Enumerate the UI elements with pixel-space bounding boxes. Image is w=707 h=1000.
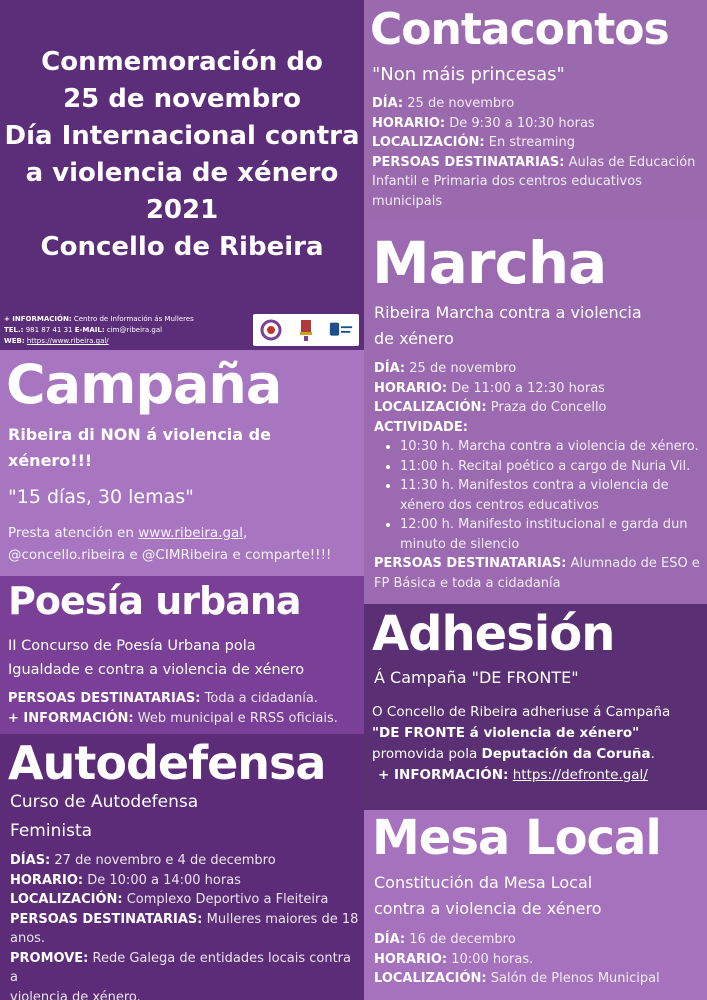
- list-item: [400, 515, 704, 554]
- text-part: @concello.ribeira e @CIMRibeira e comparte!!!!: [8, 547, 332, 563]
- text-part: .: [650, 746, 655, 762]
- poesia-title: Poesía urbana: [8, 579, 301, 623]
- mesa-title: Mesa Local: [372, 810, 661, 866]
- tel-label: TEL.:: [4, 326, 24, 334]
- text-part: promovida pola: [372, 746, 478, 762]
- persoas-label: PERSOAS DESTINATARIAS:: [10, 911, 203, 927]
- marcha-title: Marcha: [372, 229, 607, 297]
- horario-value: De 9:30 a 10:30 horas: [449, 115, 595, 131]
- adhesion-panel: [364, 604, 707, 810]
- sponsor-logos: [253, 314, 359, 346]
- info-label: + INFORMACIÓN:: [8, 710, 134, 726]
- contacontos-details: [372, 94, 704, 211]
- subtitle-line: Constitución da Mesa Local: [374, 873, 593, 892]
- subtitle-line: Ribeira di NON á violencia de: [8, 425, 271, 444]
- text-line: "DE FRONTE á violencia de xénero": [372, 725, 640, 741]
- autodefensa-title: Autodefensa: [8, 736, 326, 790]
- adhesion-subtitle: Á Campaña "DE FRONTE": [374, 668, 579, 687]
- subtitle-line: contra a violencia de xénero: [374, 899, 602, 918]
- item-text: minuto de silencio: [400, 536, 520, 552]
- text-line: O Concello de Ribeira adheriuse á Campaña: [372, 704, 671, 720]
- adhesion-title: Adhesión: [372, 606, 615, 662]
- deputacion-name: Deputación da Coruña: [481, 746, 651, 762]
- promove-value: Rede Galega de entidades locais contra a: [10, 950, 351, 985]
- email-value: cim@ribeira.gal: [106, 326, 163, 334]
- horario-label: HORARIO:: [10, 872, 84, 888]
- subtitle-line: de xénero: [374, 329, 454, 348]
- persoas-value-line: municipais: [372, 193, 443, 209]
- promove-value-line: violencia de xénero.: [10, 989, 141, 1000]
- ribeira-logo-icon: [328, 317, 354, 343]
- campana-title: Campaña: [6, 353, 282, 416]
- poesia-subtitle: [8, 634, 304, 682]
- horario-label: HORARIO:: [372, 115, 446, 131]
- subtitle-line: Igualdade e contra a violencia de xénero: [8, 662, 305, 678]
- campana-subtitle: [8, 422, 271, 474]
- list-item: [400, 476, 704, 515]
- item-text: 10:30 h. Marcha contra a violencia de xénero.: [400, 439, 699, 454]
- title-line: 2021: [145, 195, 219, 225]
- info-label: + INFORMACIÓN:: [4, 315, 72, 323]
- persoas-value: Aulas de Educación: [568, 154, 696, 170]
- localizacion-value: Complexo Deportivo a Fleiteira: [126, 892, 329, 907]
- localizacion-label: LOCALIZACIÓN:: [374, 971, 487, 986]
- subtitle-line: xénero!!!: [8, 451, 93, 470]
- horario-value: De 10:00 a 14:00 horas: [87, 872, 241, 888]
- title-line: Día Internacional contra: [4, 121, 360, 151]
- title-line: Concello de Ribeira: [40, 232, 324, 262]
- list-item: [400, 457, 704, 477]
- localizacion-value: En streaming: [488, 135, 575, 150]
- campana-panel: [0, 350, 364, 576]
- info-value: Web municipal e RRSS oficiais.: [137, 710, 338, 726]
- mesa-details: [374, 930, 704, 989]
- dia-value: 16 de decembro: [409, 932, 516, 947]
- localizacion-value: Praza do Concello: [490, 400, 607, 415]
- ribeira-link[interactable]: www.ribeira.gal: [138, 525, 244, 541]
- persoas-label: PERSOAS DESTINATARIAS:: [372, 154, 565, 170]
- tel-value: 981 87 41 31: [25, 326, 73, 334]
- persoas-value-line: Infantil e Primaria dos centros educativos: [372, 174, 642, 189]
- adhesion-text: [372, 702, 704, 786]
- dia-label: DÍA:: [374, 932, 406, 947]
- dia-value: 25 de novembro: [407, 96, 515, 111]
- localizacion-value: Salón de Plenos Municipal: [490, 971, 660, 986]
- email-label: E-MAIL:: [74, 326, 105, 334]
- contacontos-title: Contacontos: [370, 4, 669, 55]
- marcha-subtitle: [374, 300, 642, 352]
- horario-label: HORARIO:: [374, 380, 448, 396]
- subtitle-line: II Concurso de Poesía Urbana pola: [8, 638, 256, 654]
- page-title: [0, 44, 364, 266]
- subtitle-line: Feminista: [10, 821, 93, 841]
- subtitle-line: Curso de Autodefensa: [10, 792, 199, 812]
- title-line: 25 de novembro: [63, 84, 301, 114]
- contacontos-subtitle: "Non máis princesas": [372, 64, 565, 85]
- mesa-subtitle: [374, 870, 602, 922]
- mesa-panel: [364, 810, 707, 1000]
- text-part: Presta atención en: [8, 525, 134, 541]
- actividades-list: [374, 437, 704, 554]
- marcha-details: [374, 359, 704, 593]
- persoas-label: PERSOAS DESTINATARIAS:: [8, 691, 201, 706]
- persoas-label: PERSOAS DESTINATARIAS:: [374, 556, 567, 571]
- contact-info: [4, 314, 194, 347]
- persoas-value-line: FP Básica e toda a cidadanía: [374, 575, 561, 591]
- header-panel: [0, 0, 364, 350]
- web-link[interactable]: https://www.ribeira.gal/: [26, 337, 109, 345]
- item-text: 12:00 h. Manifesto institucional e garda dun: [400, 517, 688, 532]
- autodefensa-panel: [0, 734, 364, 1000]
- actividade-label: ACTIVIDADE:: [374, 419, 468, 435]
- contacontos-panel: [364, 0, 707, 218]
- fronte-logo-icon: [258, 317, 284, 343]
- localizacion-label: LOCALIZACIÓN:: [372, 135, 485, 150]
- dia-label: DÍA:: [374, 361, 406, 376]
- marcha-panel: [364, 218, 707, 604]
- horario-value: De 11:00 a 12:30 horas: [451, 380, 605, 396]
- horario-value: 10:00 horas.: [451, 951, 534, 967]
- item-text: 11:30 h. Manifestos contra a violencia de: [400, 478, 669, 493]
- persoas-value: Alumnado de ESO e: [570, 556, 700, 571]
- campana-text: [8, 522, 360, 566]
- list-item: [400, 437, 704, 457]
- subtitle-line: Ribeira Marcha contra a violencia: [374, 303, 642, 322]
- title-line: Conmemoración do: [41, 47, 323, 77]
- dias-value: 27 de novembro e 4 de decembro: [54, 853, 276, 868]
- text-part: ,: [243, 525, 248, 541]
- ministerio-logo-icon: [293, 317, 319, 343]
- localizacion-label: LOCALIZACIÓN:: [374, 400, 487, 415]
- promove-label: PROMOVE:: [10, 950, 89, 966]
- horario-label: HORARIO:: [374, 951, 448, 967]
- campana-lemas: "15 días, 30 lemas": [8, 486, 194, 508]
- poesia-details: [8, 689, 360, 728]
- persoas-value: Mulleres maiores de 18: [206, 911, 359, 927]
- web-label: WEB:: [4, 337, 25, 345]
- info-label: + INFORMACIÓN:: [378, 767, 509, 783]
- title-line: a violencia de xénero: [25, 158, 339, 188]
- persoas-value-line: anos.: [10, 931, 46, 946]
- item-text: xénero dos centros educativos: [400, 497, 599, 513]
- autodefensa-subtitle: [10, 788, 198, 846]
- defronte-link[interactable]: https://defronte.gal/: [512, 767, 648, 783]
- dia-value: 25 de novembro: [409, 361, 517, 376]
- item-text: 11:00 h. Recital poético a cargo de Nuria Vil.: [400, 458, 691, 474]
- dias-label: DÍAS:: [10, 853, 51, 868]
- poesia-panel: [0, 576, 364, 734]
- localizacion-label: LOCALIZACIÓN:: [10, 892, 123, 907]
- persoas-value: Toda a cidadanía.: [204, 691, 318, 706]
- dia-label: DÍA:: [372, 96, 404, 111]
- autodefensa-details: [10, 851, 360, 1000]
- info-value: Centro de Información ás Mulleres: [73, 315, 194, 323]
